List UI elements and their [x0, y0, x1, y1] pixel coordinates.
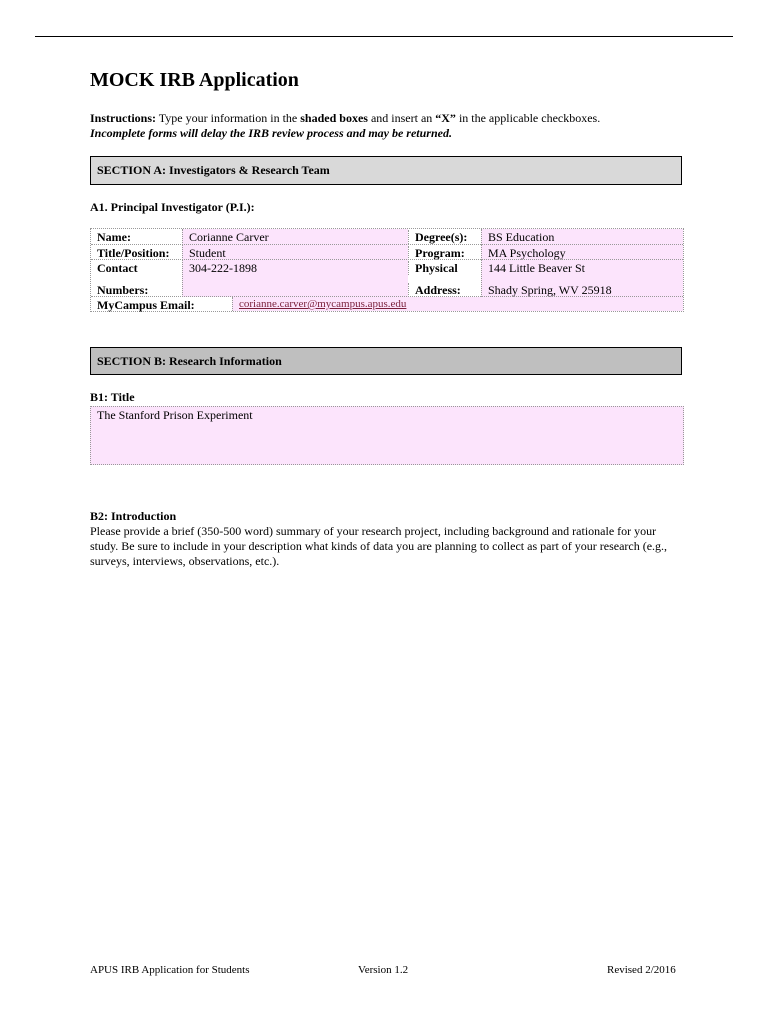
instructions-lead: Instructions: — [90, 111, 157, 125]
b2-intro-text: Please provide a brief (350-500 word) summary of your research project, including background and rationale for your study. Be sure to include in your description what kinds of data you are planning to collect as part of your research (e.g., surveys, interviews, observations, etc.). — [90, 524, 668, 568]
instructions-line — [90, 111, 690, 126]
section-a-header: SECTION A: Investigators & Research Team — [90, 156, 682, 185]
top-rule — [35, 36, 733, 37]
grid-line — [91, 259, 683, 260]
title-position-field[interactable]: Student — [182, 245, 408, 260]
address-field[interactable] — [481, 260, 683, 297]
a1-heading: A1. Principal Investigator (P.I.): — [90, 200, 255, 214]
page-title: MOCK IRB Application — [90, 69, 299, 91]
grid-line — [91, 296, 683, 297]
section-b-header: SECTION B: Research Information — [90, 347, 682, 375]
instructions-shaded: shaded boxes — [300, 111, 368, 125]
numbers-label: Numbers: — [97, 283, 149, 297]
grid-line — [91, 244, 683, 245]
address-line1: 144 Little Beaver St — [488, 261, 585, 275]
pi-table — [90, 228, 684, 312]
degrees-field[interactable]: BS Education — [481, 229, 683, 245]
b1-title-field[interactable]: The Stanford Prison Experiment — [90, 406, 684, 465]
instructions — [90, 111, 690, 141]
footer-version: Version 1.2 — [358, 964, 409, 976]
instructions-x-mark: “X” — [435, 111, 456, 125]
instructions-text2: and insert an — [367, 111, 436, 125]
b2-heading: B2: Introduction — [90, 509, 177, 523]
program-label: Program: — [408, 246, 481, 260]
footer-left: APUS IRB Application for Students — [90, 964, 250, 976]
name-field[interactable]: Corianne Carver — [182, 229, 408, 245]
contact-label: Contact — [97, 261, 138, 275]
email-field[interactable]: corianne.carver@mycampus.apus.edu — [232, 297, 683, 311]
physical-label: Physical — [408, 261, 481, 275]
instructions-text1: Type your information in the — [156, 111, 301, 125]
address-line2: Shady Spring, WV 25918 — [488, 283, 612, 297]
email-label: MyCampus Email: — [97, 298, 195, 312]
program-field[interactable]: MA Psychology — [481, 245, 683, 260]
degrees-label: Degree(s): — [408, 230, 481, 244]
name-label: Name: — [97, 230, 131, 244]
footer-revised: Revised 2/2016 — [607, 964, 676, 976]
contact-numbers-field[interactable]: 304-222-1898 — [182, 260, 408, 297]
b1-heading: B1: Title — [90, 390, 135, 404]
pi-grid — [90, 228, 684, 312]
title-position-label: Title/Position: — [97, 246, 170, 260]
instructions-note: Incomplete forms will delay the IRB review process and may be returned. — [90, 126, 452, 140]
instructions-text3: in the applicable checkboxes. — [455, 111, 601, 125]
address-label: Address: — [408, 283, 481, 297]
